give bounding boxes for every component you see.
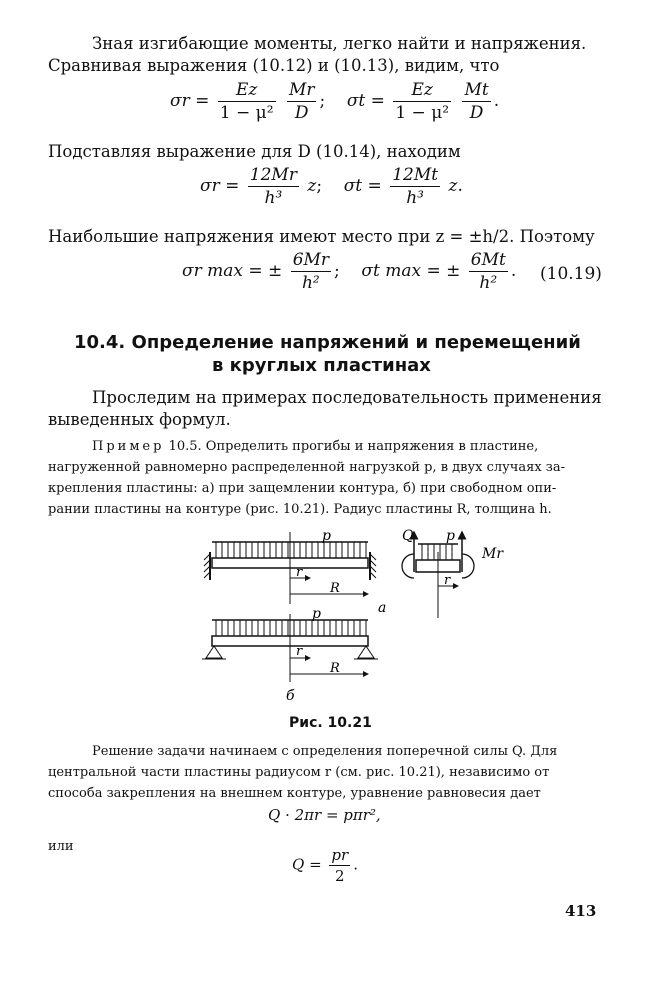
label-p: p	[446, 528, 455, 544]
sigma-t-symbol: σt	[346, 91, 366, 111]
equation-equilibrium: Q · 2πr = pπr²,	[268, 806, 381, 824]
page-number: 413	[565, 902, 597, 920]
equation-stress-moment: σr = $\frac{Ez}{\text{1 − μ²}}$ $\frac{Mr}{D}$ ; σt = $\frac{Ez}{\text{1 − μ²}}$ $\frac{Mt}{D}$ .	[170, 80, 500, 123]
paragraph-line: или	[48, 839, 74, 854]
paragraph-line: выведенных формул.	[48, 410, 231, 429]
paragraph-line: Зная изгибающие моменты, легко найти и напряжения.	[92, 34, 587, 53]
section-title: в круглых пластинах	[212, 355, 431, 376]
paragraph-line: Подставляя выражение для D (10.14), находим	[48, 142, 461, 161]
label-p: p	[312, 606, 321, 622]
example-line: рании пластины на контуре (рис. 10.21). Радиус пластины R, толщина h.	[48, 502, 552, 517]
label-R: R	[330, 581, 340, 596]
example-line: крепления пластины: а) при защемлении контура, б) при свободном опи-	[48, 481, 557, 496]
paragraph-line: способа закрепления на внешнем контуре, уравнение равновесия дает	[48, 786, 541, 801]
section-title: 10.4. Определение напряжений и перемещений	[74, 332, 581, 353]
label-Q: Q	[402, 528, 414, 544]
fraction: $\frac{Ez}{\text{1 − μ²}}$	[219, 80, 274, 123]
label-r: r	[296, 565, 303, 580]
label-b: б	[286, 688, 295, 704]
example-label: Пример	[92, 439, 165, 454]
equation-max-stress: σr max = ± $\frac{6Mr}{\text{h²}}$ ; σt max = ± $\frac{6Mt}{\text{h²}}$ .	[182, 250, 517, 293]
paragraph-line: центральной части пластины радиусом r (см. рис. 10.21), независимо от	[48, 765, 550, 780]
example-line: нагруженной равномерно распределенной нагрузкой p, в двух случаях за-	[48, 460, 566, 475]
paragraph-line: Сравнивая выражения (10.12) и (10.13), видим, что	[48, 56, 500, 75]
paragraph-line: Решение задачи начинаем с определения поперечной силы Q. Для	[92, 744, 558, 759]
fraction: $\frac{Mr}{D}$	[288, 80, 315, 123]
equation-number: (10.19)	[540, 264, 602, 284]
fraction: $\frac{Ez}{\text{1 − μ²}}$	[395, 80, 450, 123]
label-Mr: Mr	[482, 546, 504, 562]
clamped-plate-diagram	[204, 528, 386, 616]
example-line: Пример 10.5. Определить прогибы и напряжения в пластине,	[92, 439, 539, 454]
paragraph-line: Наибольшие напряжения имеют место при z = ±h/2. Поэтому	[48, 227, 595, 246]
equation-shear-force: Q = $\frac{pr}{2}$ .	[292, 846, 358, 885]
equation-stress-z: σr = $\frac{12Mr}{\text{h³}}$ z; σt = $\frac{12Mt}{\text{h³}}$ z.	[200, 165, 463, 208]
figure-plate-loading	[200, 522, 504, 707]
label-p: p	[322, 528, 331, 544]
plate-element-diagram	[402, 528, 504, 618]
fraction: $\frac{Mt}{D}$	[464, 80, 489, 123]
label-R: R	[330, 661, 340, 676]
label-a: a	[378, 600, 387, 616]
label-r: r	[444, 573, 451, 588]
simply-supported-plate-diagram	[202, 606, 378, 704]
figure-caption: Рис. 10.21	[289, 715, 372, 731]
label-r: r	[296, 644, 303, 659]
paragraph-line: Проследим на примерах последовательность применения	[92, 388, 602, 407]
sigma-r-symbol: σr	[170, 91, 190, 111]
